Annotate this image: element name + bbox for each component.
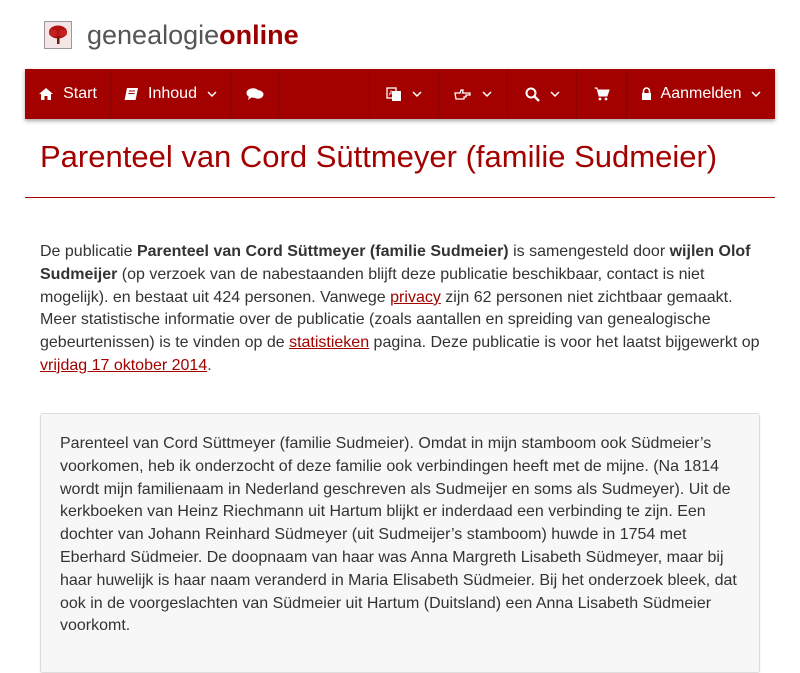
publication-name: Parenteel van Cord Süttmeyer (familie Sudmeier) [136, 243, 509, 260]
nav-start[interactable] [25, 69, 111, 119]
logo-part-genealogie: genealogie [87, 19, 220, 50]
nav-start-label: Start [63, 85, 97, 102]
publication-intro [40, 241, 765, 378]
language-icon [386, 87, 402, 102]
chevron-down-icon [482, 91, 492, 98]
page-title: Parenteel van Cord Süttmeyer (familie Sudmeier) [40, 139, 718, 174]
svg-text:A: A [388, 89, 394, 98]
main-navbar [25, 69, 775, 119]
last-updated-link[interactable]: vrijdag 17 oktober 2014 [40, 356, 208, 374]
tree-icon [44, 21, 72, 49]
logo-wordmark [87, 20, 299, 51]
nav-aanmelden-label: Aanmelden [660, 85, 742, 102]
description-panel [40, 413, 760, 673]
book-icon [124, 87, 139, 101]
chevron-down-icon [412, 91, 422, 98]
logo-part-online: online [219, 19, 299, 50]
shopping-cart-icon [594, 87, 610, 101]
home-icon [38, 87, 54, 101]
publication-description: Parenteel van Cord Süttmeyer (familie Sudmeier). Omdat in mijn stamboom ook Südmeier’s voorkomen, heb ik onderzocht of deze familie ook verbindingen heeft met de mijne. (Na 1814 wordt mijn familienaam in Nederland geschreven als Sudmeijer en soms als Sudmeyer). Uit de kerkboeken van Heinz Riechmann uit Hartum blijkt er inderdaad een verbinding te zijn. Een dochter van Johann Reinhard Südmeyer (uit Sudmeijer’s stamboom) huwde in 1754 met Eberhard Südmeier. De doopnaam van haar was Anna Margreth Lisabeth Südmeyer, maar bij haar huwelijk is haar naam veranderd in Maria Elisabeth Südmeier. Bij het onderzoek bleek, dat ook in de voorgeslachten van Südmeier uit Hartum (Duitsland) een Anna Lisabeth Südmeier voorkomt. [60, 435, 737, 635]
search-icon [525, 87, 540, 102]
nav-aanmelden[interactable] [627, 69, 775, 119]
nav-share[interactable] [439, 69, 508, 119]
nav-inhoud-label: Inhoud [148, 85, 197, 102]
privacy-link[interactable]: privacy [390, 288, 441, 306]
lock-icon [641, 87, 652, 101]
nav-language[interactable] [369, 69, 439, 119]
comments-icon [246, 87, 264, 101]
intro-text-3: (op verzoek van de nabestaanden blijft deze publicatie beschikbaar, contact is niet mogelijk). en bestaat uit 424 personen. Vanwege [40, 265, 705, 306]
chevron-down-icon [207, 91, 217, 98]
chevron-down-icon [550, 91, 560, 98]
title-divider [25, 197, 775, 198]
nav-spacer [279, 69, 369, 119]
hand-pointer-icon [454, 87, 472, 101]
intro-text-1: De publicatie [40, 243, 137, 260]
intro-text-5: pagina. Deze publicatie is voor het laatst bijgewerkt op [369, 334, 760, 352]
site-logo[interactable] [44, 18, 299, 52]
chevron-down-icon [751, 91, 761, 98]
author-name: wijlen Olof Sudmeijer [40, 243, 751, 283]
intro-text-6: . [207, 356, 212, 374]
nav-shop[interactable] [577, 69, 627, 119]
intro-text-4: zijn 62 personen niet zichtbaar gemaakt. Meer statistische informatie over de publicatie (zoals aantallen en spreiding van genealogische gebeurtenissen) is te vinden op de [40, 288, 733, 352]
nav-inhoud[interactable] [111, 69, 231, 119]
nav-search[interactable] [508, 69, 577, 119]
nav-forum[interactable] [231, 69, 279, 119]
statistics-link[interactable]: statistieken [289, 334, 370, 352]
intro-text-2: is samengesteld door [508, 243, 670, 260]
